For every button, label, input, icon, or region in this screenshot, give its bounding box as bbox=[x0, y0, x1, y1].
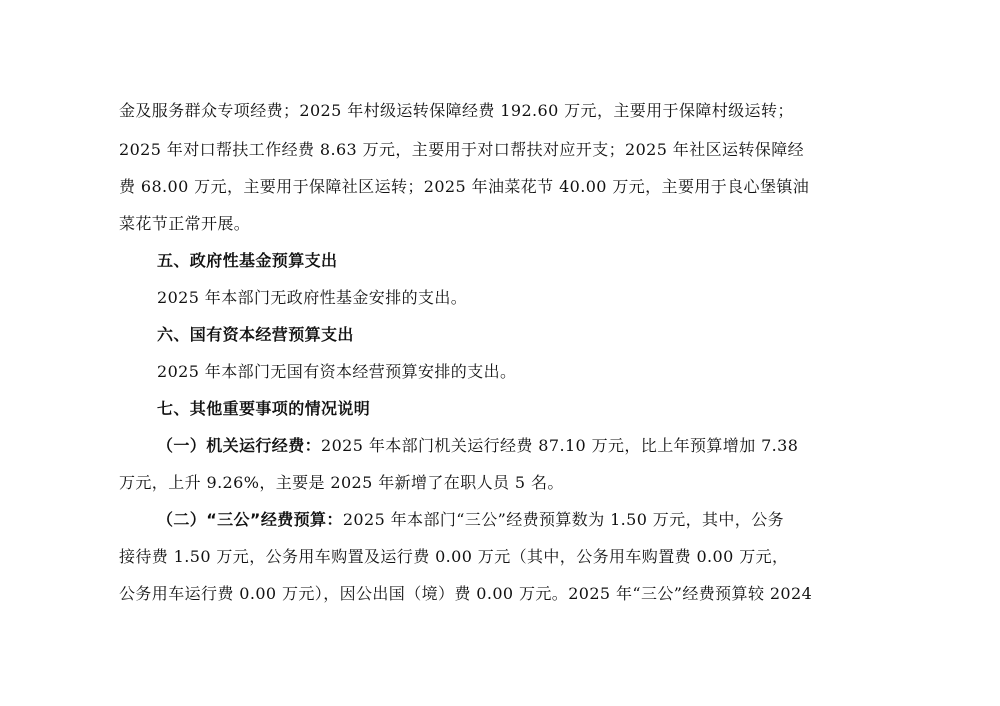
section-heading-6: 六、国有资本经营预算支出 bbox=[157, 325, 354, 344]
section-5-text: 2025 年本部门无政府性基金安排的支出。 bbox=[157, 288, 468, 307]
section-6-text: 2025 年本部门无国有资本经营预算安排的支出。 bbox=[157, 362, 517, 381]
item-1-line bbox=[157, 436, 889, 456]
item-2-line bbox=[157, 510, 889, 530]
item-1-label: （一）机关运行经费： bbox=[157, 436, 322, 455]
item-1-text: 2025 年本部门机关运行经费 87.10 万元，比上年预算增加 7.38 bbox=[321, 436, 799, 455]
paragraph-line: 接待费 1.50 万元，公务用车购置及运行费 0.00 万元（其中，公务用车购置费 0.00 万元， bbox=[119, 547, 789, 566]
paragraph-line: 万元，上升 9.26%，主要是 2025 年新增了在职人员 5 名。 bbox=[119, 473, 564, 492]
paragraph-line: 公务用车运行费 0.00 万元），因公出国（境）费 0.00 万元。2025 年“三公”经费预算较 2024 bbox=[119, 584, 813, 603]
section-heading-5: 五、政府性基金预算支出 bbox=[157, 251, 338, 270]
paragraph-line: 菜花节正常开展。 bbox=[119, 214, 251, 233]
paragraph-line: 金及服务群众专项经费；2025 年村级运转保障经费 192.60 万元，主要用于保障村级运转； bbox=[119, 101, 794, 120]
section-heading-7: 七、其他重要事项的情况说明 bbox=[157, 399, 371, 418]
paragraph-line: 费 68.00 万元，主要用于保障社区运转；2025 年油菜花节 40.00 万元，主要用于良心堡镇油 bbox=[119, 177, 810, 196]
paragraph-line: 2025 年对口帮扶工作经费 8.63 万元，主要用于对口帮扶对应开支；2025 年社区运转保障经 bbox=[119, 140, 805, 159]
item-2-label: （二）“三公”经费预算： bbox=[157, 510, 343, 529]
item-2-text: 2025 年本部门“三公”经费预算数为 1.50 万元，其中，公务 bbox=[342, 510, 785, 529]
